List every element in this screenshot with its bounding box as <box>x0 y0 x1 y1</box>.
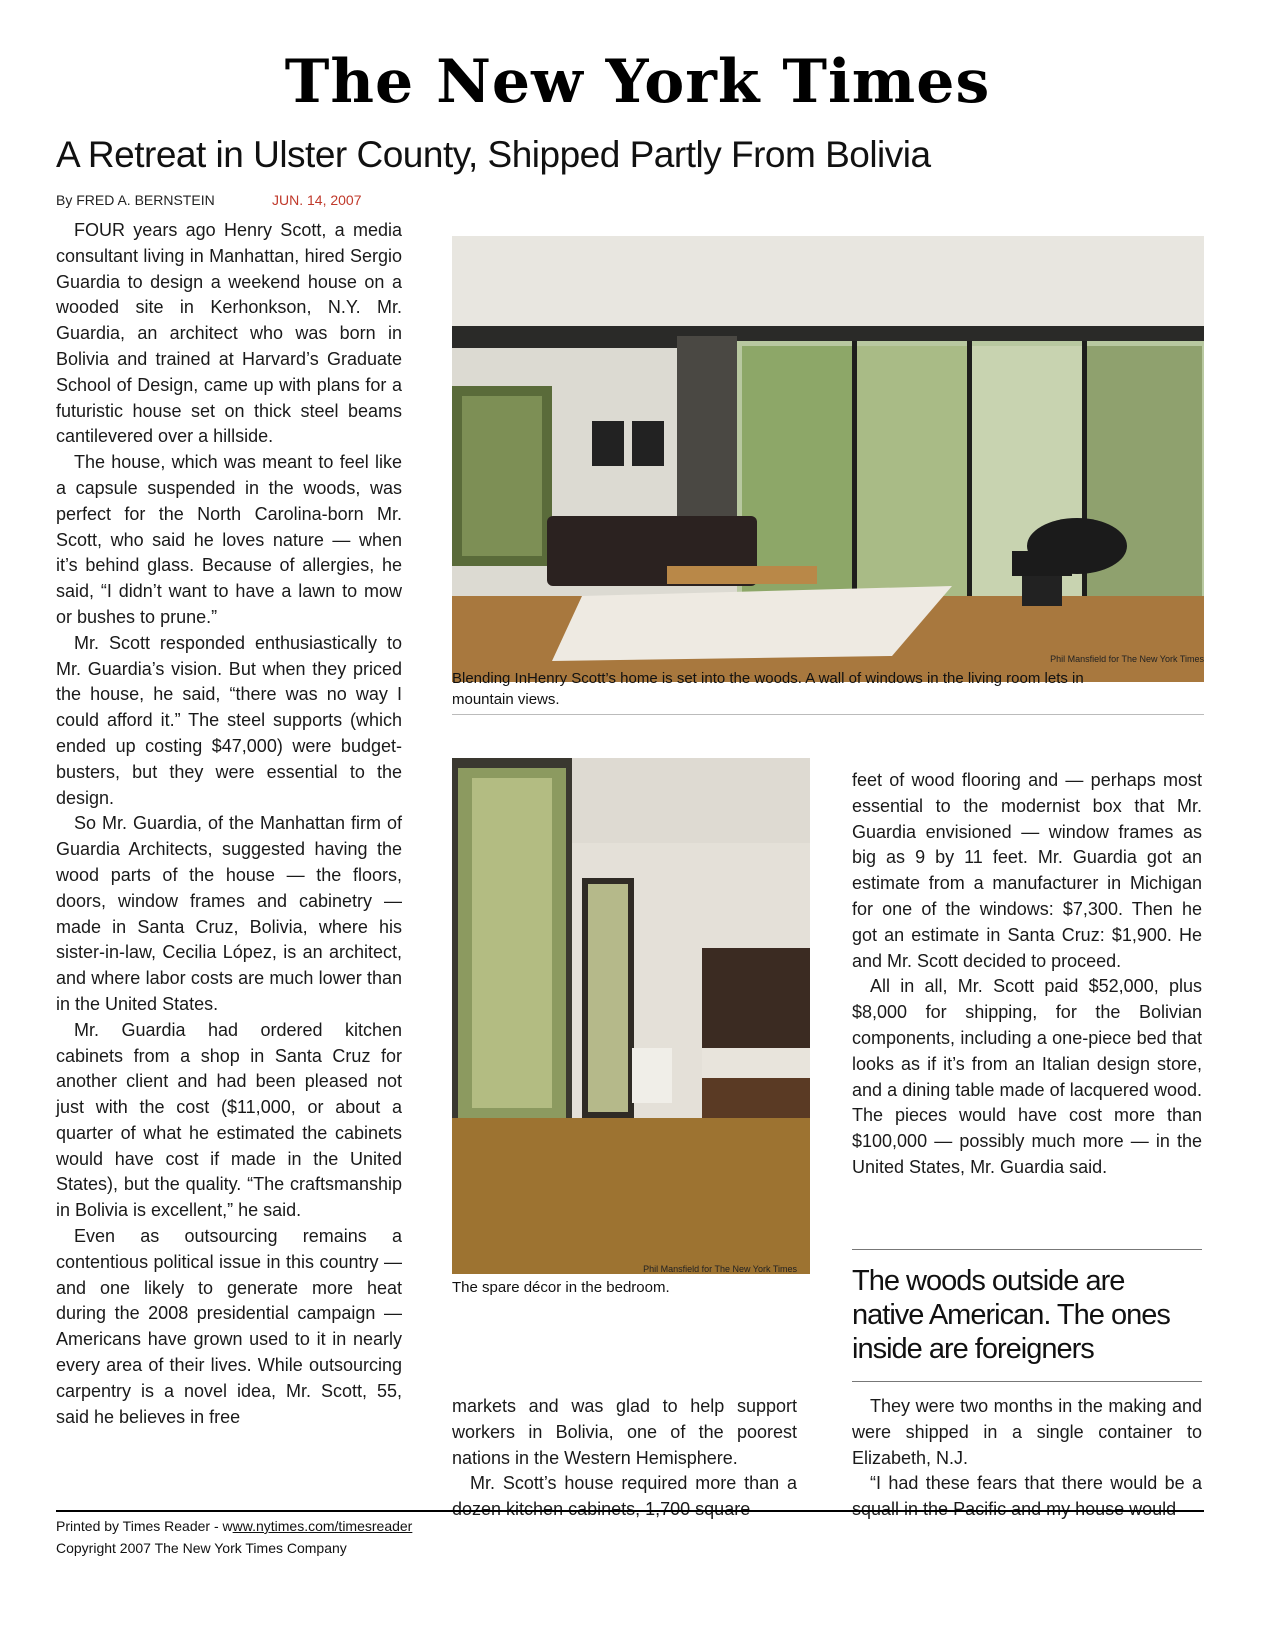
photo-caption: Blending InHenry Scott’s home is set into the woods. A wall of windows in the living room lets in mountain views. <box>452 670 1084 708</box>
paragraph: They were two months in the making and were shipped in a single container to Elizabeth, N.J. <box>852 1396 1202 1468</box>
paragraph: feet of wood flooring and — perhaps most essential to the modernist box that Mr. Guardia envisioned — window frames as big as 9 by 11 feet. Mr. Guardia got an estimate from a manufacturer in Michigan for one of the windows: $7,300. Then he got an estimate in Santa Cruz: $1,900. He and Mr. Scott decided to proceed. <box>852 770 1202 971</box>
divider <box>852 1381 1202 1382</box>
living-room-photo <box>452 236 1204 682</box>
printed-by-text: Printed by Times Reader - w <box>56 1518 233 1534</box>
paragraph: FOUR years ago Henry Scott, a media consultant living in Manhattan, hired Sergio Guardia to design a weekend house on a wooded site in Kerhonkson, N.Y. Mr. Guardia, an architect who was born in Bolivia and trained at Harvard’s Graduate School of Design, came up with plans for a futuristic house set on thick steel beams cantilevered over a hillside. <box>56 220 402 447</box>
publication-date: JUN. 14, 2007 <box>272 192 362 208</box>
divider <box>852 1249 1202 1250</box>
paragraph: All in all, Mr. Scott paid $52,000, plus $8,000 for shipping, for the Bolivian components, including a one-piece bed that looks as if it’s from an Italian design store, and a dining table made of lacquered wood. The pieces would have cost more than $100,000 — possibly much more — in the United States, Mr. Guardia said. <box>852 976 1202 1177</box>
photo-credit: Phil Mansfield for The New York Times <box>643 1264 797 1274</box>
paragraph: Mr. Scott responded enthusiastically to Mr. Guardia’s vision. But when they priced the house, he said, “there was no way I could afford it.” The steel supports (which ended up costing $47,000) were budget-busters, but they were essential to the design. <box>56 632 402 808</box>
divider <box>452 714 1204 715</box>
paragraph: Mr. Scott’s house required more than a <box>470 1473 797 1494</box>
article-column-4 <box>852 1394 1202 1523</box>
bedroom-photo <box>452 758 810 1274</box>
times-reader-link[interactable]: ww.nytimes.com/timesreader <box>232 1518 413 1534</box>
paragraph: So Mr. Guardia, of the Manhattan firm of Guardia Architects, suggested having the wood parts of the house — the floors, doors, window frames and cabinetry — made in Santa Cruz, Bolivia, where his sister-in-law, Cecilia López, is an architect, and where labor costs are much lower than in the United States. <box>56 813 402 1014</box>
photo-caption: The spare décor in the bedroom. <box>452 1279 670 1296</box>
article-column-3 <box>852 768 1202 1181</box>
article-column-1 <box>56 218 402 1430</box>
paragraph: “I had these fears that there would be a <box>870 1473 1202 1494</box>
paragraph: The house, which was meant to feel like a capsule suspended in the woods, was perfect for the North Carolina-born Mr. Scott, who said he loves nature — when it’s behind glass. Because of allergies, he said, “I didn’t want to have a lawn to mow or bushes to prune.” <box>56 452 402 627</box>
printed-by <box>56 1518 412 1534</box>
copyright: Copyright 2007 The New York Times Company <box>56 1540 347 1556</box>
byline: By FRED A. BERNSTEIN <box>56 192 215 208</box>
article-headline: A Retreat in Ulster County, Shipped Partly From Bolivia <box>56 134 931 175</box>
footer-divider <box>56 1510 1204 1512</box>
photo-credit: Phil Mansfield for The New York Times <box>1050 654 1204 664</box>
paragraph: Even as outsourcing remains a contentious political issue in this country — and one likely to generate more heat during the 2008 presidential campaign — Americans have grown used to it in nearly every area of their lives. While outsourcing carpentry is a novel idea, Mr. Scott, 55, said he believes in free <box>56 1226 402 1427</box>
masthead-logo: The New York Times <box>284 47 991 117</box>
pull-quote: The woods outside are native American. The ones inside are foreigners <box>852 1265 1170 1365</box>
paragraph: markets and was glad to help support workers in Bolivia, one of the poorest nations in the Western Hemisphere. <box>452 1396 797 1468</box>
paragraph: Mr. Guardia had ordered kitchen cabinets from a shop in Santa Cruz for another client and had been pleased not just with the cost ($11,000, or about a quarter of what he estimated the cabinets would have cost if made in the United States), but the quality. “The craftsmanship in Bolivia is excellent,” he said. <box>56 1019 402 1221</box>
article-column-2 <box>452 1394 797 1523</box>
